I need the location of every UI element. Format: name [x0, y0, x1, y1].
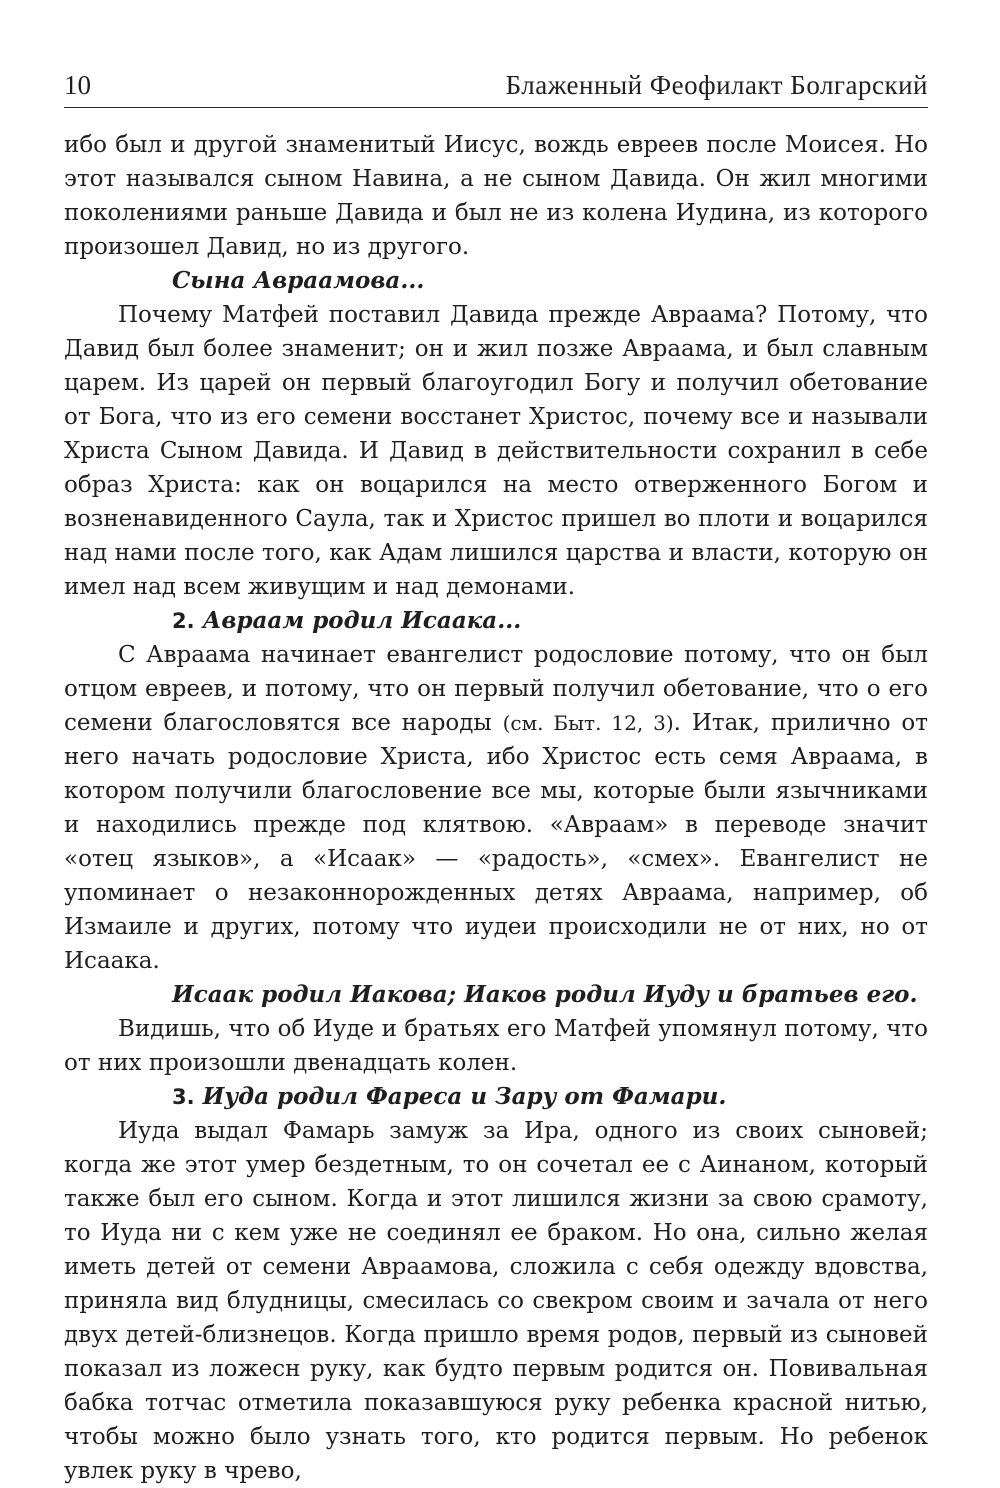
running-title: Блаженный Феофилакт Болгарский — [505, 70, 928, 100]
running-header — [64, 0, 928, 108]
page-body — [64, 128, 928, 1488]
verse-heading-son-of-abraham — [64, 264, 928, 298]
scripture-reference: (см. Быт. 12, 3) — [502, 711, 674, 735]
paragraph-text: . Итак, прилично от него начать родословие Христа, ибо Христос есть семя Авраама, в котором получили благословение все мы, которые были язычниками и находились прежде под клятвою. «Авраам» в переводе значит «отец языков», а «Исаак» — «радость», «смех». Евангелист не упоминает о незаконнорожденных детях Авраама, например, об Измаиле и других, потому что иудеи происходили не от них, но от Исаака. — [64, 710, 928, 974]
verse-number: 3. — [172, 1085, 195, 1109]
paragraph-twelve-tribes: Видишь, что об Иуде и братьях его Матфей упомянул потому, что от них произошли двенадцать колен. — [64, 1016, 928, 1076]
verse-heading-2 — [64, 604, 928, 638]
page-number: 10 — [64, 70, 91, 100]
verse-heading-3 — [64, 1080, 928, 1114]
paragraph-judah-tamar: Иуда выдал Фамарь замуж за Ира, одного из своих сыновей; когда же этот умер бездетным, то он сочетал ее с Аинаном, который также был его сыном. Когда и этот лишился жизни за свою срамоту, то Иуда ни с кем уже не соединял ее браком. Но она, сильно желая иметь детей от семени Авраамова, сложила с себя одежду вдовства, приняла вид блудницы, смесилась со свекром своим и зачала от него двух детей-близнецов. Когда пришло время родов, первый из сыновей показал из ложесн руку, как будто первым родится он. Повивальная бабка тотчас отметила показавшуюся руку ребенка красной нитью, чтобы можно было узнать того, кто родится первым. Но ребенок увлек руку в чрево, — [64, 1118, 928, 1484]
verse-heading-text: Исаак родил Иакова; Иаков родил Иуду и братьев его. — [172, 981, 918, 1008]
paragraph-continuation: ибо был и другой знаменитый Иисус, вождь евреев после Моисея. Но этот назывался сыном Навина, а не сыном Давида. Он жил многими поколениями раньше Давида и был не из колена Иудина, из которого произошел Давид, но из другого. — [64, 132, 928, 260]
verse-heading-isaac-jacob — [64, 978, 928, 1012]
paragraph-david-before-abraham: Почему Матфей поставил Давида прежде Авраама? Потому, что Давид был более знаменит; он и жил позже Авраама, и был славным царем. Из царей он первый благоугодил Богу и получил обетование от Бога, что из его семени восстанет Христос, почему все и называли Христа Сыном Давида. И Давид в действительности сохранил в себе образ Христа: как он воцарился на место отверженного Богом и возненавиденного Саула, так и Христос пришел во плоти и воцарился над нами после того, как Адам лишился царства и власти, которую он имел над всем живущим и над демонами. — [64, 302, 928, 600]
verse-heading-text: Сына Авраамова... — [172, 267, 425, 294]
verse-heading-text: Авраам родил Исаака... — [202, 607, 522, 634]
verse-number: 2. — [172, 609, 195, 633]
paragraph-text: С Авраама начинает евангелист родословие потому, что он был отцом евреев, и потому, что он первый получил обетование, что о его семени благословятся все народы — [64, 642, 928, 736]
paragraph-genealogy-abraham — [64, 638, 928, 978]
verse-heading-text: Иуда родил Фареса и Зару от Фамари. — [202, 1083, 727, 1110]
